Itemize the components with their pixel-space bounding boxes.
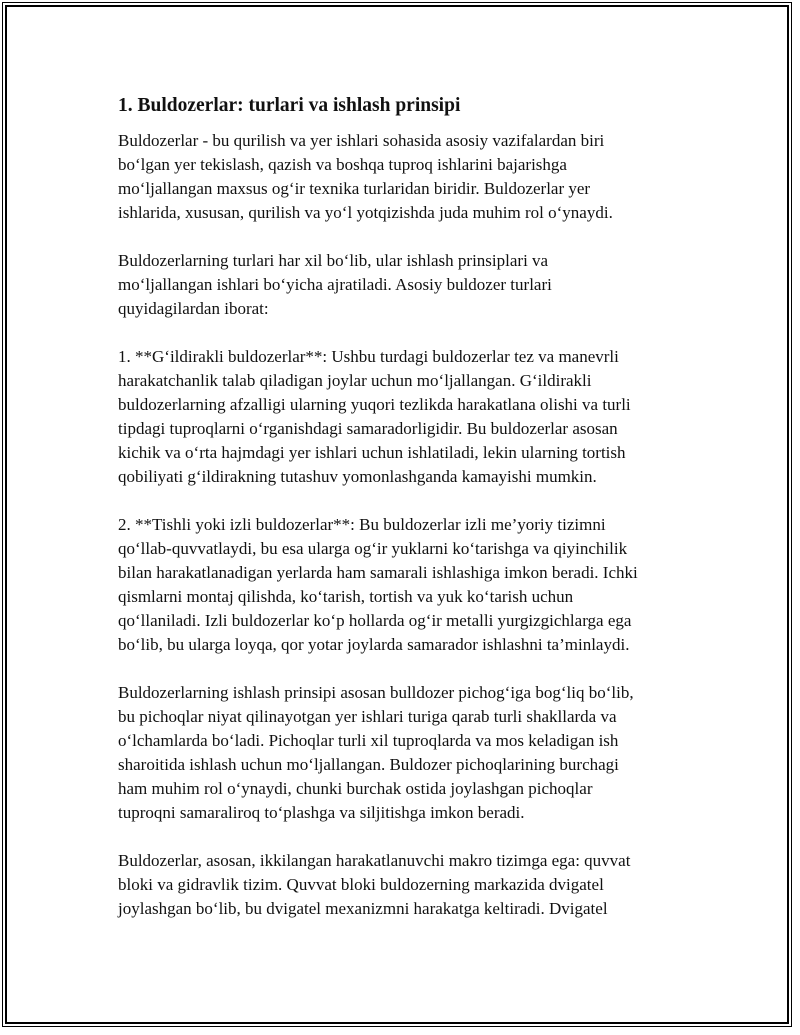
text-line: qobiliyati g‘ildirakning tutashuv yomonlashganda kamayishi mumkin. xyxy=(118,467,597,486)
text-line: o‘lchamlarda bo‘ladi. Pichoqlar turli xil tuproqlarda va mos keladigan ish xyxy=(118,731,619,750)
paragraph xyxy=(118,129,684,225)
text-line: Buldozerlar, asosan, ikkilangan harakatlanuvchi makro tizimga ega: quvvat xyxy=(118,851,631,870)
text-line: Buldozerlarning ishlash prinsipi asosan bulldozer pichog‘iga bog‘liq bo‘lib, xyxy=(118,683,634,702)
text-line: mo‘ljallangan maxsus og‘ir texnika turlaridan biridir. Buldozerlar yer xyxy=(118,179,591,198)
text-line: buldozerlarning afzalligi ularning yuqori tezlikda harakatlana olishi va turli xyxy=(118,395,631,414)
text-line: bo‘lgan yer tekislash, qazish va boshqa tuproq ishlarini bajarishga xyxy=(118,155,567,174)
text-line: sharoitida ishlash uchun mo‘ljallangan. Buldozer pichoqlarining burchagi xyxy=(118,755,619,774)
text-line: tuproqni samaraliroq to‘plashga va siljitishga imkon beradi. xyxy=(118,803,525,822)
text-line: 2. **Tishli yoki izli buldozerlar**: Bu buldozerlar izli me’yoriy tizimni xyxy=(118,515,606,534)
paragraph xyxy=(118,513,684,657)
paragraph xyxy=(118,849,684,921)
text-line: quyidagilardan iborat: xyxy=(118,299,269,318)
paragraph xyxy=(118,681,684,825)
text-line: bu pichoqlar niyat qilinayotgan yer ishlari turiga qarab turli shakllarda va xyxy=(118,707,617,726)
text-line: ishlarida, xususan, qurilish va yo‘l yotqizishda juda muhim rol o‘ynaydi. xyxy=(118,203,613,222)
text-line: qismlarni montaj qilishda, ko‘tarish, tortish va yuk ko‘tarish uchun xyxy=(118,587,574,606)
section-title: 1. Buldozerlar: turlari va ishlash prinsipi xyxy=(118,95,461,116)
paragraphs-container xyxy=(118,129,684,921)
text-line: qo‘llab-quvvatlaydi, bu esa ularga og‘ir yuklarni ko‘tarishga va qiyinchilik xyxy=(118,539,628,558)
text-line: bloki va gidravlik tizim. Quvvat bloki buldozerning markazida dvigatel xyxy=(118,875,604,894)
document-body xyxy=(118,94,684,945)
text-line: joylashgan bo‘lib, bu dvigatel mexanizmni harakatga keltiradi. Dvigatel xyxy=(118,899,608,918)
text-line: tipdagi tuproqlarni o‘rganishdagi samaradorligidir. Bu buldozerlar asosan xyxy=(118,419,618,438)
text-line: bo‘lib, bu ularga loyqa, qor yotar joylarda samarador ishlashni ta’minlaydi. xyxy=(118,635,630,654)
paragraph xyxy=(118,249,684,321)
text-line: Buldozerlar - bu qurilish va yer ishlari sohasida asosiy vazifalardan biri xyxy=(118,131,605,150)
text-line: kichik va o‘rta hajmdagi yer ishlari uchun ishlatiladi, lekin ularning tortish xyxy=(118,443,626,462)
text-line: 1. **G‘ildirakli buldozerlar**: Ushbu turdagi buldozerlar tez va manevrli xyxy=(118,347,619,366)
text-line: Buldozerlarning turlari har xil bo‘lib, ular ishlash prinsiplari va xyxy=(118,251,549,270)
text-line: bilan harakatlanadigan yerlarda ham samarali ishlashiga imkon beradi. Ichki xyxy=(118,563,638,582)
paragraph xyxy=(118,345,684,489)
text-line: ham muhim rol o‘ynaydi, chunki burchak ostida joylashgan pichoqlar xyxy=(118,779,593,798)
text-line: harakatchanlik talab qiladigan joylar uchun mo‘ljallangan. G‘ildirakli xyxy=(118,371,592,390)
text-line: mo‘ljallangan ishlari bo‘yicha ajratiladi. Asosiy buldozer turlari xyxy=(118,275,552,294)
text-line: qo‘llaniladi. Izli buldozerlar ko‘p hollarda og‘ir metalli yurgizgichlarga ega xyxy=(118,611,632,630)
